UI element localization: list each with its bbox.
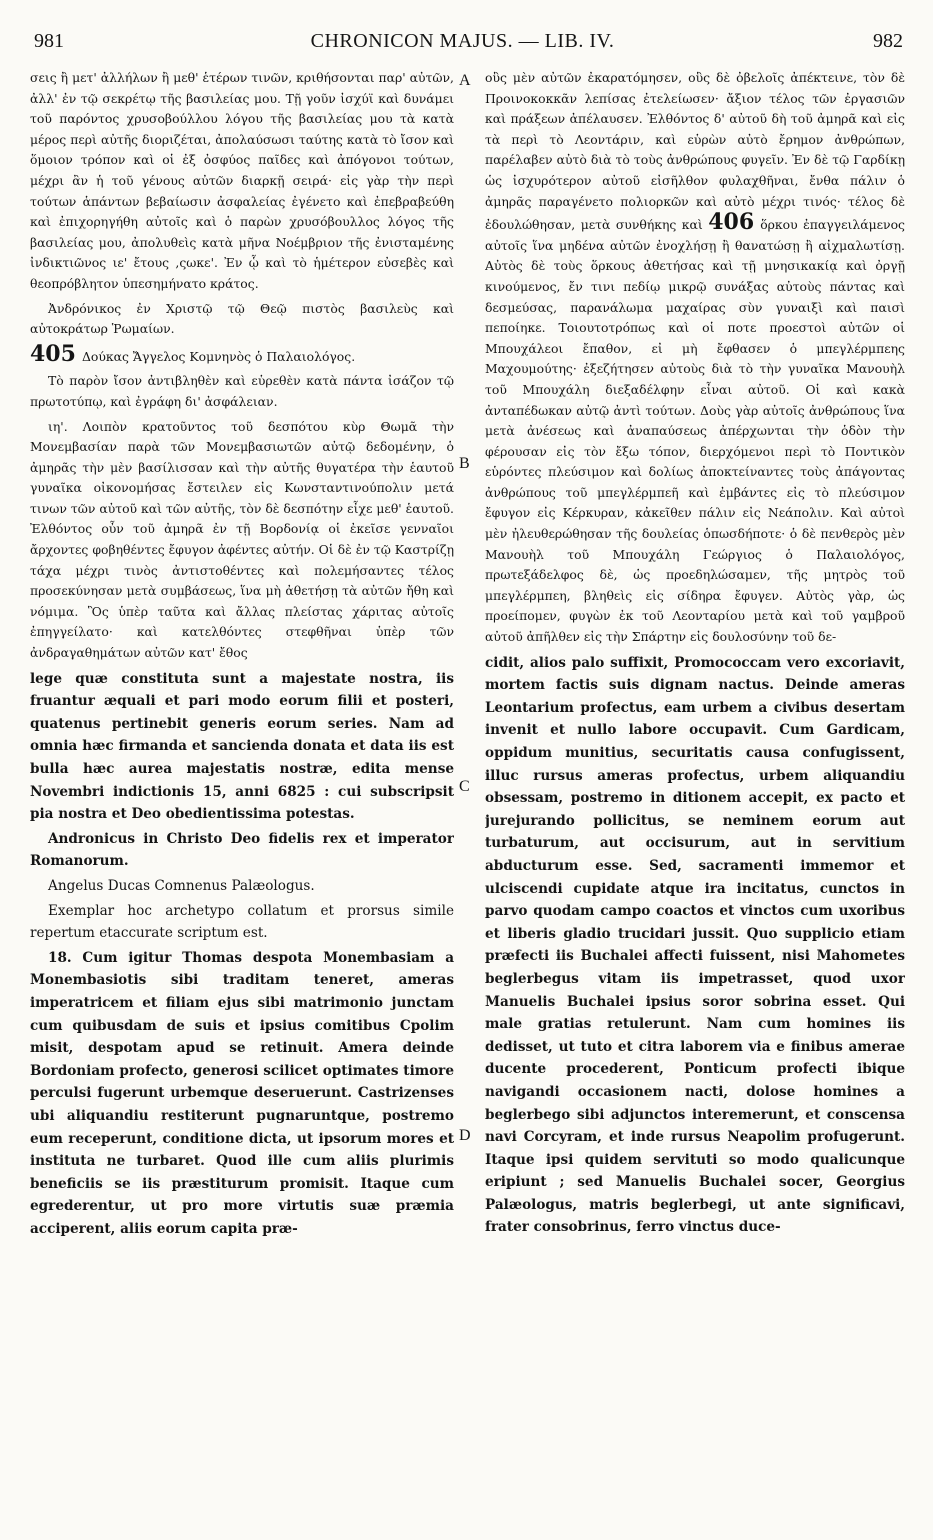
greek-paragraph: Τὸ παρὸν ἴσον ἀντιβληθὲν καὶ εὑρεθὲν κατὰ πάντα ἰσάζον τῷ πρωτοτύπῳ, καὶ ἐγράφη δι' ἀσφάλειαν. xyxy=(30,373,454,409)
latin-signature: Andronicus in Christo Deo fidelis rex et imperator Romanorum. xyxy=(30,830,454,870)
greek-paragraph-text-continued: ὅρκου ἐπαγγειλάμενος αὐτοῖς ἵνα μηδένα αὐτῶν ἐνοχλήσῃ ἢ θανατώσῃ ἢ αἰχμαλωτίσῃ. Αὐτὸς δὲ τοὺς ὅρκους ἀθετήσας καὶ τῇ μνησικακίᾳ καὶ ὀργῇ κινούμενος, ἔν τινι πεδίῳ μικρῷ συνάξας αὐτοὺς πάντας καὶ δεσμεύσας, παρανάλωμα μαχαίρας σὺν γυναιξὶ καὶ παισὶ πεποίηκε. Τοιουτοτρόπως καὶ οἱ ποτε προεστοὶ αὐτῶν οἱ Μπουχάλεοι ἔπαθον, εἰ μὴ ἔφθασεν ὁ μπεγλέρμπεης Μαχουμούτης· ἐξεζήτησεν αὐτοὺς διὰ τὸ τὴν γυναῖκα Μανουὴλ τοῦ Μπουχάλη διεξαδέλφην εἶναι αὐτοῦ. Οἱ καὶ κακὰ ἀνταπέδωκαν αὐτῷ ἀντὶ τούτων. Δοὺς γὰρ αὐτοῖς ἀνθρώπους ἵνα μετὰ ἀνέσεως καὶ ἀναπαύσεως ἀπέρχωνται τὴν ὁδὸν τὴν φέρουσαν εἰς τὸν ἔξω τόπον, διερχόμενοι περὶ τὸ Ποντικὸν εὑρόντες πλεύσιμον καὶ δολίως ἀποκτείναντες τοὺς ἀπάγοντας ἀνθρώπους τοῦ μπεγλέρμπεῆ καὶ ἐμβάντες εἰς τὸ πλεύσιμον ἔφυγον εἰς Κέρκυραν, κἀκεῖθεν πάλιν εἰς Νεάπολιν. Καὶ αὐτοὶ μὲν ἠλευθερώθησαν τῆς δουλείας ὁπωσδήποτε· ὁ δὲ πενθερὸς μὲν Μανουὴλ τοῦ Μπουχάλη Γεώργιος ὁ Παλαιολόγος, πρωτεξάδελφος δὲ, ὡς προεδηλώσαμεν, τῆς μητρὸς τοῦ μπεγλέρμπεη, βληθεὶς εἰς σίδηρα ἔφυγεν. Αὐτὸς γὰρ, ὡς προείπομεν, φυγὼν ἐκ τοῦ Λεονταρίου μετὰ καὶ τοῦ γαμβροῦ αὐτοῦ ἀπῆλθεν εἰς τὴν Σπάρτην εἰς δουλοσύνην τοῦ δε- xyxy=(485,217,905,645)
left-column xyxy=(30,68,454,1242)
margin-letter-d: D xyxy=(459,1127,471,1144)
greek-signature-2-text: Δούκας Ἄγγελος Κομνηνὸς ὁ Παλαιολόγος. xyxy=(81,348,356,364)
greek-paragraph-text: οὓς μὲν αὐτῶν ἐκαρατόμησεν, οὓς δὲ ὀβελοῖς ἀπέκτεινε, τὸν δὲ Προινοκοκκᾶν λεπίσας ἐτελείωσεν· ἄξιον τέλος τῶν ἐργασιῶν καὶ πράξεων ἀπέλαυσεν. Ἐλθόντος δ' αὐτοῦ δὴ τοῦ ἀμηρᾶ καὶ εἰς τὰ περὶ τὸ Λεοντάριν, καὶ εὑρὼν αὐτὸ ἔρημον ἀνθρώπων, παρέλαβεν αὐτὸ διὰ τὸ τοὺς ἀνθρώπους φυγεῖν. Ἐν δὲ τῷ Γαρδίκῃ ὡς ἰσχυρότερον αὐτοῦ εἰσῆλθον φυλαχθῆναι, ἔνθα πάλιν ὁ ἀμηρᾶς παραγένετο πολιορκῶν καὶ αὐτὸ μέχρι τινός· τέλος δὲ ἐδουλώθησαν, μετὰ συνθήκης καὶ xyxy=(485,70,905,233)
latin-paragraph: 18. Cum igitur Thomas despota Monembasiam a Monembasiotis sibi traditam teneret, ameras imperatricem et filiam ejus sibi matrimonio junctam cum quibusdam de suis et ipsius comitibus Cpolim misit, despotam apud se retinuit. Amera deinde Bordoniam profecto, generosi scilicet optimates timore perculsi fugerunt urbemque deseruerunt. Castrizenses ubi aliquandiu restiterunt pugnaruntque, postremo eum receperunt, conditione dicta, ut ipsorum mores et instituta ne turbaret. Quod ille cum aliis plurimis beneficiis se iis præstiturum promisit. Itaque cum egrederentur, ut pro more virtutis suæ præmia acciperent, aliis eorum capita præ- xyxy=(30,949,454,1237)
margin-letter-b: B xyxy=(459,455,470,472)
page-header xyxy=(22,30,903,60)
column-number-406: 406 xyxy=(708,209,755,236)
greek-paragraph: ιη'. Λοιπὸν κρατοῦντος τοῦ δεσπότου κὺρ Θωμᾶ τὴν Μονεμβασίαν παρὰ τῶν Μονεμβασιωτῶν αὐτῷ δεδομένην, ὁ ἀμηρᾶς τὴν μὲν βασίλισσαν καὶ τὴν αὐτῆς θυγατέρα τὴν ἑαυτοῦ γυναῖκα οἰκονομήσας ἔστειλεν εἰς Κωνσταντινούπολιν μετά τινων τῶν αὐτοῦ καὶ τῶν αὐτῆς, τὸν δὲ δεσπότην εἶχε μεθ' ἑαυτοῦ. Ἐλθόντος οὖν τοῦ ἀμηρᾶ ἐν τῇ Βορδονίᾳ οἱ ἐκεῖσε γενναῖοι ἄρχοντες φοβηθέντες ἔφυγον ἀφέντες αὐτήν. Οἱ δὲ ἐν τῷ Καστρίζῃ τάχα μέχρι τινὸς ἀντιστοθέντες καὶ πολεμήσαντες τέλος προσεκύνησαν μετὰ συμβάσεως, ἵνα μὴ ἀθετήσῃ τὰ αὐτῶν ἤθη καὶ νόμιμα. Ὃς ὑπὲρ ταῦτα καὶ ἄλλας πλείστας χάριτας αὐτοῖς ἐπηγγείλατο· καὶ κατελθόντες στεφθῆναι ὑπὲρ τῶν ἀνδραγαθημάτων αὐτῶν κατ' ἔθος xyxy=(30,418,454,661)
page-number-left: 981 xyxy=(34,30,64,52)
page-number-right: 982 xyxy=(873,30,903,52)
greek-paragraph xyxy=(485,68,905,648)
greek-paragraph: σεις ἢ μετ' ἀλλήλων ἢ μεθ' ἑτέρων τινῶν, κριθήσονται παρ' αὐτῶν, ἀλλ' ἐν τῷ σεκρέτῳ τῆς βασιλείας μου. Τῇ γοῦν ἰσχύϊ καὶ δυνάμει τοῦ παρόντος χρυσοβούλλου λόγου τῆς βασιλείας μου τὰ κατὰ μέρος περὶ αὐτῆς διοριζέται, ἀπολαύσωσι ταύτης κατὰ τὸ ἴσον καὶ ὅμοιον τρόπον καὶ οἱ ἐξ ὀσφύος παῖδες καὶ ἀπόγονοι τούτων, μέχρι ἂν ἡ τοῦ γένους αὐτῶν διαρκῇ σειρά· εἰς γὰρ τὴν περὶ τούτων ἁπάντων βεβαίωσιν ἀσφαλείας ἐγένετο καὶ ἐπεβραβεύθη καὶ ἐπιχορηγήθη αὐτοῖς καὶ ὁ παρὼν χρυσόβουλλος λόγος τῆς βασιλείας μου, ἀπολυθεὶς κατὰ μῆνα Νοέμβριον τῆς ἐνισταμένης ἰνδικτιῶνος ιε' ἔτους ,ςωκε'. Ἐν ᾧ καὶ τὸ ἡμέτερον εὐσεβὲς καὶ θεοπρόβλητον ὑπεσημήνατο κράτος. xyxy=(30,70,454,291)
latin-signature-2: Angelus Ducas Comnenus Palæologus. xyxy=(48,877,315,894)
latin-paragraph: lege quæ constituta sunt a majestate nostra, iis fruantur æquali et pari modo eorum filii et posteri, quatenus pertinebit generis eorum series. Nam ad omnia hæc firmanda et sancienda donata et data iis est bulla hæc aurea majestatis nostræ, edita mense Novembri indictionis 15, anni 6825 : cui subscripsit pia nostra et Deo obedientissima potestas. xyxy=(30,670,454,823)
greek-signature: Ἀνδρόνικος ἐν Χριστῷ τῷ Θεῷ πιστὸς βασιλεὺς καὶ αὐτοκράτωρ Ῥωμαίων. xyxy=(30,300,454,337)
latin-paragraph: cidit, alios palo suffixit, Promococcam vero excoriavit, mortem factis suis dignam nactus. Deinde ameras Leontarium profectus, eam urbem a civibus desertam invenit et nullo labore occupavit. Cum Gardicam, oppidum munitius, securitatis causa confugissent, illuc rursus ameras profectus, urbem aliquandiu obsessam, postremo in ditionem accepit, ex pacto et jurejurando pollicitus, se neminem eorum aut turbaturum, aut occisurum, aut in servitium abducturum esse. Sed, sacramenti immemor et ulciscendi cupidate atque ira incitatus, cunctos in parvo quodam campo coactos et vinctos cum uxoribus et liberis gladio trucidari jussit. Quo supplicio etiam præfecti iis Buchalei affecti fuissent, nisi Mahometes beglerbegus vitam iis impetrasset, quod uxor Manuelis Buchalei ipsius soror sobrina esset. Qui male gratias retulerunt. Nam cum homines iis dedisset, ut tuto et citra laborem via e finibus amerae ducente procederent, Ponticum profecti ibique navigandi occasionem nacti, dolose homines a beglerbego sibi adjunctos interemerunt, et conscensa navi Corcyram, et inde rursus Neapolim profugerunt. Itaque ipsi quidem servituti so modo qualicunque eripiunt ; sed Manuelis Buchalei socer, Georgius Palæologus, matris beglerbegi, ut ante significavi, frater consobrinus, ferro vinctus duce- xyxy=(485,654,905,1236)
greek-signature-2 xyxy=(30,340,454,368)
margin-letter-a: A xyxy=(459,72,471,89)
latin-paragraph: Exemplar hoc archetypo collatum et prorsus simile repertum etaccurate scriptum est. xyxy=(30,902,454,942)
right-column xyxy=(485,68,905,1241)
margin-letter-c: C xyxy=(459,778,470,795)
running-title: CHRONICON MAJUS. — LIB. IV. xyxy=(310,30,615,52)
column-number-405: 405 xyxy=(30,340,76,367)
